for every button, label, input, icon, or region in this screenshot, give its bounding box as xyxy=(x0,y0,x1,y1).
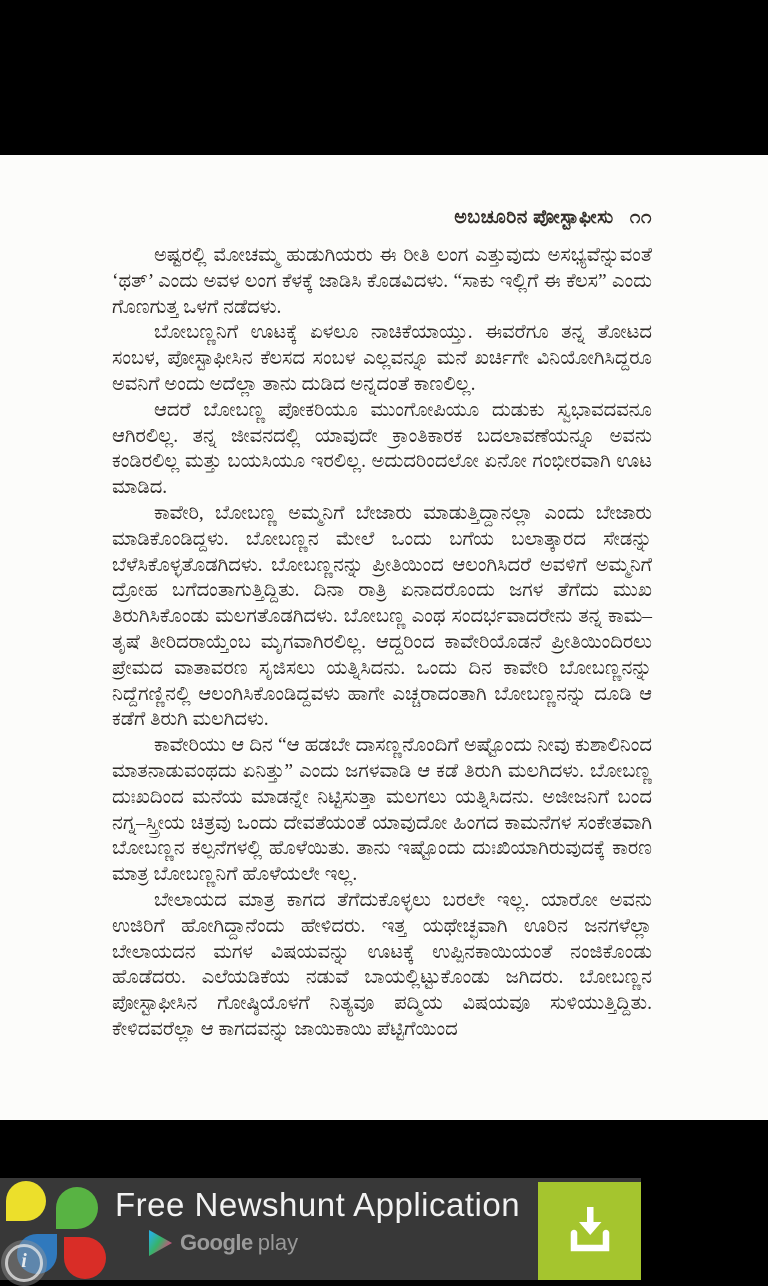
paragraph-6: ಬೇಲಾಯದ ಮಾತ್ರ ಕಾಗದ ತೆಗೆದುಕೊಳ್ಳಲು ಬರಲೇ ಇಲ್ಲ. ಯಾರೋ ಅವನು ಉಜಿರಿಗೆ ಹೋಗಿದ್ದಾನೆಂದು ಹೇಳಿದರು. ಇತ್ತ ಯಥೇಚ್ಛವಾಗಿ ಊರಿನ ಜನಗಳೆಲ್ಲಾ ಬೇಲಾಯದನ ಮಗಳ ವಿಷಯವನ್ನು ಊಟಕ್ಕೆ ಉಪ್ಪಿನಕಾಯಿಯಂತೆ ನಂಜಿಕೊಂಡು ಹೊಡೆದರು. ಎಲೆಯಡಿಕೆಯ ನಡುವೆ ಬಾಯಲ್ಲಿಟ್ಟುಕೊಂಡು ಜಗಿದರು. ಬೋಬಣ್ಣನ ಪೋಸ್ಟಾಫೀಸಿನ ಗೋಷ್ಠಿಯೊಳಗೆ ನಿತ್ಯವೂ ಪದ್ಮಿಯ ವಿಷಯವೂ ಸುಳಿಯುತ್ತಿದ್ದಿತು. ಕೇಳಿದವರೆಲ್ಲಾ ಆ ಕಾಗದವನ್ನು ಜಾಯಿಕಾಯಿ ಪೆಟ್ಟಿಗೆಯಿಂದ xyxy=(112,889,652,1040)
paragraph-1: ಅಷ್ಟರಲ್ಲಿ ಮೋಚಮ್ಮ ಹುಡುಗಿಯರು ಈ ರೀತಿ ಲಂಗ ಎತ್ತುವುದು ಅಸಭ್ಯವೆನ್ನುವಂತೆ ‘ಥತ್’ ಎಂದು ಅವಳ ಲಂಗ ಕೆಳಕ್ಕೆ ಜಾಡಿಸಿ ಕೊಡವಿದಳು. “ಸಾಕು ಇಲ್ಲಿಗೆ ಈ ಕೆಲಸ” ಎಂದು ಗೊಣಗುತ್ತ ಒಳಗೆ ನಡೆದಳು. xyxy=(112,245,652,318)
download-icon xyxy=(561,1202,619,1260)
google-play-badge[interactable] xyxy=(149,1230,520,1256)
page-number: ೧೧ xyxy=(629,207,652,228)
info-i-glyph: i xyxy=(5,1244,43,1282)
paragraph-4: ಕಾವೇರಿ, ಬೋಬಣ್ಣ ಅಮ್ಮನಿಗೆ ಬೇಜಾರು ಮಾಡುತ್ತಿದ್ದಾನಲ್ಲಾ ಎಂದು ಬೇಜಾರು ಮಾಡಿಕೊಂಡಿದ್ದಳು. ಬೋಬಣ್ಣನ ಮೇಲೆ ಒಂದು ಬಗೆಯ ಬಲಾತ್ಕಾರದ ಸೇಡನ್ನು ಬೆಳೆಸಿಕೊಳ್ಳತೊಡಗಿದಳು. ಬೋಬಣ್ಣನನ್ನು ಪ್ರೀತಿಯಿಂದ ಆಲಂಗಿಸಿದರೆ ಅವಳಿಗೆ ಅಮ್ಮನಿಗೆ ದ್ರೋಹ ಬಗೆದಂತಾಗುತ್ತಿದ್ದಿತು. ದಿನಾ ರಾತ್ರಿ ಏನಾದರೊಂದು ಜಗಳ ತೆಗೆದು ಮುಖ ತಿರುಗಿಸಿಕೊಂಡು ಮಲಗತೊಡಗಿದಳು. ಬೋಬಣ್ಣ ಎಂಥ ಸಂದರ್ಭವಾದರೇನು ತನ್ನ ಕಾಮ–ತೃಷೆ ತೀರಿದರಾಯ್ತೆಂಬ ಮೃಗವಾಗಿರಲಿಲ್ಲ. ಆದ್ದರಿಂದ ಕಾವೇರಿಯೊಡನೆ ಪ್ರೀತಿಯಿಂದಿರಲು ಪ್ರೇಮದ ವಾತಾವರಣ ಸೃಜಿಸಲು ಯತ್ನಿಸಿದನು. ಒಂದು ದಿನ ಕಾವೇರಿ ಬೋಬಣ್ಣನನ್ನು ನಿದ್ದೆಗಣ್ಣಿನಲ್ಲಿ ಆಲಂಗಿಸಿಕೊಂಡಿದ್ದವಳು ಹಾಗೇ ಎಚ್ಚರಾದಂತಾಗಿ ಬೋಬಣ್ಣನನ್ನು ದೂಡಿ ಆ ಕಡೆಗೆ ತಿರುಗಿ ಮಲಗಿದಳು. xyxy=(112,502,652,731)
ad-banner[interactable] xyxy=(0,1178,641,1280)
ad-choices-info-icon[interactable] xyxy=(1,1240,47,1286)
ad-text-block xyxy=(115,1186,520,1256)
page-header xyxy=(112,207,652,229)
logo-petal-green xyxy=(56,1187,98,1229)
page-body xyxy=(112,243,652,1043)
google-play-icon xyxy=(149,1230,172,1256)
google-play-word-play: play xyxy=(257,1230,299,1255)
logo-petal-red xyxy=(64,1237,106,1279)
logo-petal-yellow xyxy=(6,1181,46,1221)
google-play-word-google: Google xyxy=(180,1230,253,1255)
paragraph-3: ಆದರೆ ಬೋಬಣ್ಣ ಪೋಕರಿಯೂ ಮುಂಗೋಪಿಯೂ ದುಡುಕು ಸ್ವಭಾವದವನೂ ಆಗಿರಲಿಲ್ಲ. ತನ್ನ ಜೀವನದಲ್ಲಿ ಯಾವುದೇ ಕ್ರಾಂತಿಕಾರಕ ಬದಲಾವಣೆಯನ್ನೂ ಅವನು ಕಂಡಿರಲಿಲ್ಲ ಮತ್ತು ಬಯಸಿಯೂ ಇರಲಿಲ್ಲ. ಅದುದರಿಂದಲೋ ಏನೋ ಗಂಭೀರವಾಗಿ ಊಟ ಮಾಡಿದ. xyxy=(112,399,652,499)
book-page[interactable] xyxy=(0,155,768,1120)
ad-headline: Free Newshunt Application xyxy=(115,1186,521,1223)
running-title: ಅಬಚೂರಿನ ಪೋಸ್ಟಾಫೀಸು xyxy=(454,207,614,228)
paragraph-2: ಬೋಬಣ್ಣನಿಗೆ ಊಟಕ್ಕೆ ಏಳಲೂ ನಾಚಿಕೆಯಾಯ್ತು. ಈವರೆಗೂ ತನ್ನ ತೋಟದ ಸಂಬಳ, ಪೋಸ್ಟಾಫೀಸಿನ ಕೆಲಸದ ಸಂಬಳ ಎಲ್ಲವನ್ನೂ ಮನೆ ಖರ್ಚಿಗೇ ವಿನಿಯೋಗಿಸಿದ್ದರೂ ಅವನಿಗೆ ಅಂದು ಅದೆಲ್ಲಾ ತಾನು ದುಡಿದ ಅನ್ನದಂತೆ ಕಾಣಲಿಲ್ಲ. xyxy=(112,322,652,395)
download-button[interactable] xyxy=(538,1182,641,1280)
newshunt-logo-icon xyxy=(0,1178,108,1280)
paragraph-5: ಕಾವೇರಿಯು ಆ ದಿನ “ಆ ಹಡಬೇ ದಾಸಣ್ಣನೊಂದಿಗೆ ಅಷ್ಟೊಂದು ನೀವು ಕುಶಾಲಿನಿಂದ ಮಾತನಾಡುವಂಥದು ಏನಿತ್ತು” ಎಂದು ಜಗಳವಾಡಿ ಆ ಕಡೆ ತಿರುಗಿ ಮಲಗಿದಳು. ಬೋಬಣ್ಣ ದುಃಖದಿಂದ ಮನೆಯ ಮಾಡನ್ನೇ ನಿಟ್ಟಿಸುತ್ತಾ ಮಲಗಲು ಯತ್ನಿಸಿದನು. ಅಜೀಜನಿಗೆ ಬಂದ ನಗ್ನ–ಸ್ತ್ರೀಯ ಚಿತ್ರವು ಒಂದು ದೇವತೆಯಂತೆ ಯಾವುದೋ ಹಿಂಗದ ಕಾಮನೆಗಳ ಸಂಕೇತವಾಗಿ ಬೋಬಣ್ಣನ ಕಲ್ಪನೆಗಳಲ್ಲಿ ಹೊಳೆಯಿತು. ತಾನು ಇಷ್ಟೊಂದು ದುಃಖಿಯಾಗಿರುವುದಕ್ಕೆ ಕಾರಣ ಮಾತ್ರ ಬೋಬಣ್ಣನಿಗೆ ಹೊಳೆಯಲೇ ಇಲ್ಲ. xyxy=(112,735,652,886)
